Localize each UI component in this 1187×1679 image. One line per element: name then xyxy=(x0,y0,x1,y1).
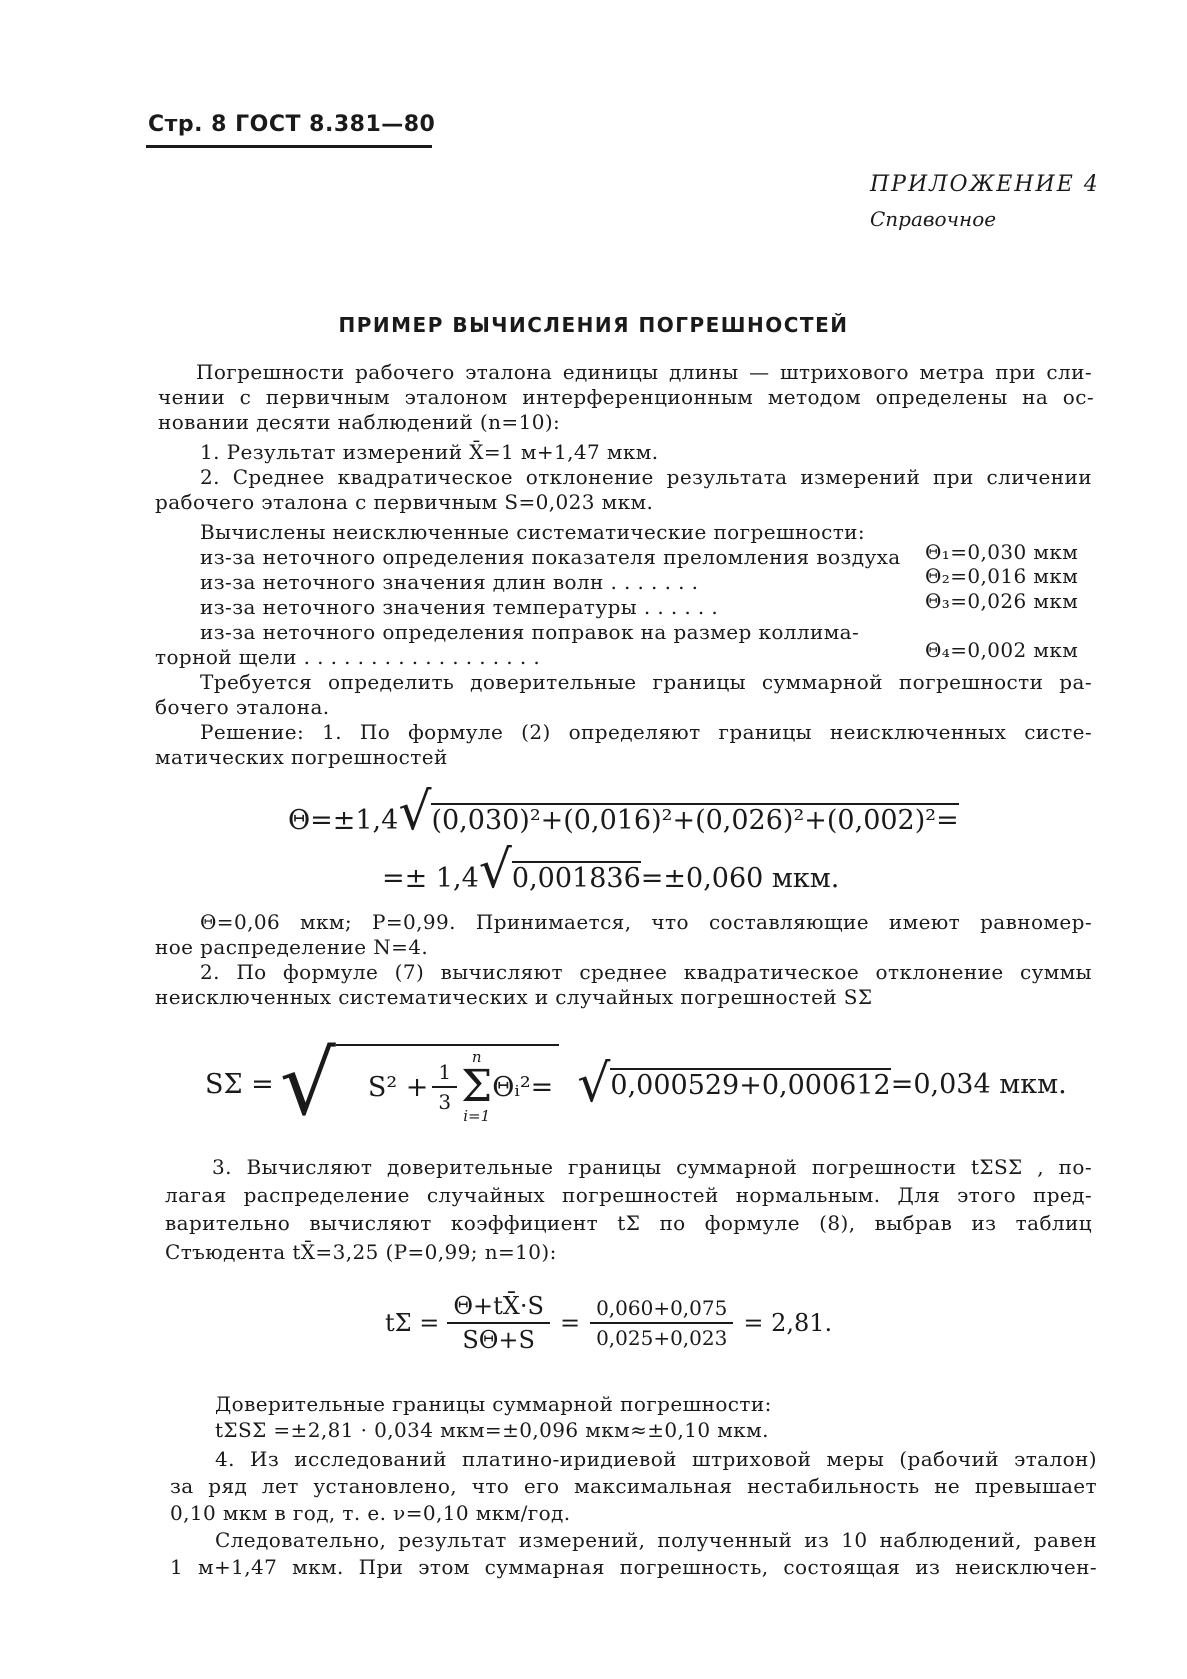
paragraph-line: Следовательно, результат измерений, полученный из 10 наблюдений, равен xyxy=(215,1528,1097,1552)
fraction-denominator: 0,025+0,023 xyxy=(596,1326,728,1350)
error-value: Θ₁=0,030 мкм xyxy=(925,540,1079,564)
paragraph-line: варительно вычисляют коэффициент tΣ по формуле (8), выбрав из таблиц xyxy=(165,1211,1092,1235)
section-title: ПРИМЕР ВЫЧИСЛЕНИЯ ПОГРЕШНОСТЕЙ xyxy=(338,313,849,337)
radical-sign: √ xyxy=(279,1032,336,1135)
radical-sign: √ xyxy=(398,782,432,842)
paragraph-line: неисключенных систематических и случайных погрешностей SΣ xyxy=(155,985,873,1009)
formula-rhs: = 2,81. xyxy=(743,1309,833,1337)
formula-s-sigma xyxy=(205,1032,1067,1135)
summation-upper: n xyxy=(471,1048,482,1066)
formula-radicand: 0,001836 xyxy=(511,863,641,894)
formula-t-sigma xyxy=(385,1292,832,1354)
formula-term: Θᵢ²= xyxy=(492,1071,554,1103)
fraction xyxy=(590,1296,733,1350)
formula-theta xyxy=(288,782,959,842)
paragraph-line: Стъюдента tX̄=3,25 (P=0,99; n=10): xyxy=(165,1240,557,1264)
paragraph-line: 1 м+1,47 мкм. При этом суммарная погрешность, состоящая из неисключен- xyxy=(170,1555,1097,1579)
radical-sign: √ xyxy=(478,840,512,900)
formula-radicand: 0,000529+0,000612 xyxy=(610,1069,891,1101)
formula-theta-result xyxy=(382,840,839,900)
paragraph-line: 2. По формуле (7) вычисляют среднее квадратическое отклонение суммы xyxy=(200,960,1092,984)
paragraph-line: лагая распределение случайных погрешностей нормальным. Для этого пред- xyxy=(165,1183,1092,1207)
paragraph-line: tΣSΣ =±2,81 · 0,034 мкм=±0,096 мкм≈±0,10 мкм. xyxy=(215,1418,769,1442)
error-source: из-за неточного значения длин волн . . . . . . . xyxy=(200,570,699,594)
fraction xyxy=(432,1060,457,1114)
formula-lhs: Θ=±1,4 xyxy=(288,805,399,836)
formula-lhs: tΣ = xyxy=(385,1309,440,1337)
paragraph-line: Вычислены неисключенные систематические погрешности: xyxy=(200,520,866,544)
error-source: из-за неточного значения температуры . . . . . . xyxy=(200,595,719,619)
paragraph-line: за ряд лет установлено, что его максимальная нестабильность не превышает xyxy=(170,1474,1097,1498)
paragraph-line: бочего эталона. xyxy=(155,695,330,719)
fraction-numerator: 1 xyxy=(432,1060,457,1088)
paragraph-line: ное распределение N=4. xyxy=(155,935,429,959)
summation xyxy=(461,1050,492,1124)
fraction-denominator: SΘ+S xyxy=(462,1326,535,1354)
paragraph-line: 3. Вычисляют доверительные границы суммарной погрешности tΣSΣ , по- xyxy=(212,1155,1092,1179)
formula-rhs: =0,034 мкм. xyxy=(890,1068,1067,1100)
error-value: Θ₃=0,026 мкм xyxy=(925,589,1079,613)
formula-lhs: SΣ = xyxy=(205,1068,274,1100)
error-source: торной щели . . . . . . . . . . . . . . . . . . xyxy=(155,645,541,669)
fraction xyxy=(447,1292,550,1354)
paragraph-line: чении с первичным эталоном интерференционным методом определены на ос- xyxy=(158,385,1094,409)
formula-equals: = xyxy=(559,1309,581,1337)
fraction-numerator: Θ+tX̄·S xyxy=(447,1292,550,1324)
list-item: 1. Результат измерений X̄=1 м+1,47 мкм. xyxy=(200,440,659,464)
fraction-numerator: 0,060+0,075 xyxy=(590,1296,733,1324)
fraction-denominator: 3 xyxy=(438,1090,452,1114)
error-source: из-за неточного определения показателя преломления воздуха xyxy=(200,545,901,569)
paragraph-line: матических погрешностей xyxy=(155,745,448,769)
paragraph-line: рабочего эталона с первичным S=0,023 мкм. xyxy=(155,490,654,514)
paragraph-line: 0,10 мкм в год, т. е. ν=0,10 мкм/год. xyxy=(170,1501,571,1525)
formula-rhs: =±0,060 мкм. xyxy=(640,863,840,894)
formula-radicand: (0,030)²+(0,016)²+(0,026)²+(0,002)²= xyxy=(431,805,959,836)
appendix-subtitle: Справочное xyxy=(870,207,997,231)
formula-lhs: =± 1,4 xyxy=(382,863,479,894)
page-header: Стр. 8 ГОСТ 8.381—80 xyxy=(148,112,436,137)
paragraph-line: новании десяти наблюдений (n=10): xyxy=(158,410,561,434)
appendix-title: ПРИЛОЖЕНИЕ 4 xyxy=(870,172,1100,197)
header-rule xyxy=(146,145,432,148)
error-source: из-за неточного определения поправок на размер коллима- xyxy=(200,620,860,644)
error-value: Θ₂=0,016 мкм xyxy=(925,564,1079,588)
summation-sign: Σ xyxy=(461,1061,493,1112)
paragraph-line: Решение: 1. По формуле (2) определяют границы неисключенных систе- xyxy=(200,720,1092,744)
formula-radicand xyxy=(336,1044,559,1124)
paragraph-line: Доверительные границы суммарной погрешности: xyxy=(215,1392,772,1416)
error-value: Θ₄=0,002 мкм xyxy=(925,638,1079,662)
summation-lower: i=1 xyxy=(463,1107,491,1125)
paragraph-line: Θ=0,06 мкм; P=0,99. Принимается, что составляющие имеют равномер- xyxy=(200,910,1092,934)
formula-term: S² + xyxy=(367,1071,429,1103)
paragraph-line: Погрешности рабочего эталона единицы длины — штрихового метра при сли- xyxy=(196,360,1092,384)
radical-sign: √ xyxy=(577,1054,611,1114)
list-item: 2. Среднее квадратическое отклонение результата измерений при сличении xyxy=(200,465,1092,489)
paragraph-line: Требуется определить доверительные границы суммарной погрешности ра- xyxy=(200,670,1092,694)
paragraph-line: 4. Из исследований платино-иридиевой штриховой меры (рабочий эталон) xyxy=(215,1447,1097,1471)
